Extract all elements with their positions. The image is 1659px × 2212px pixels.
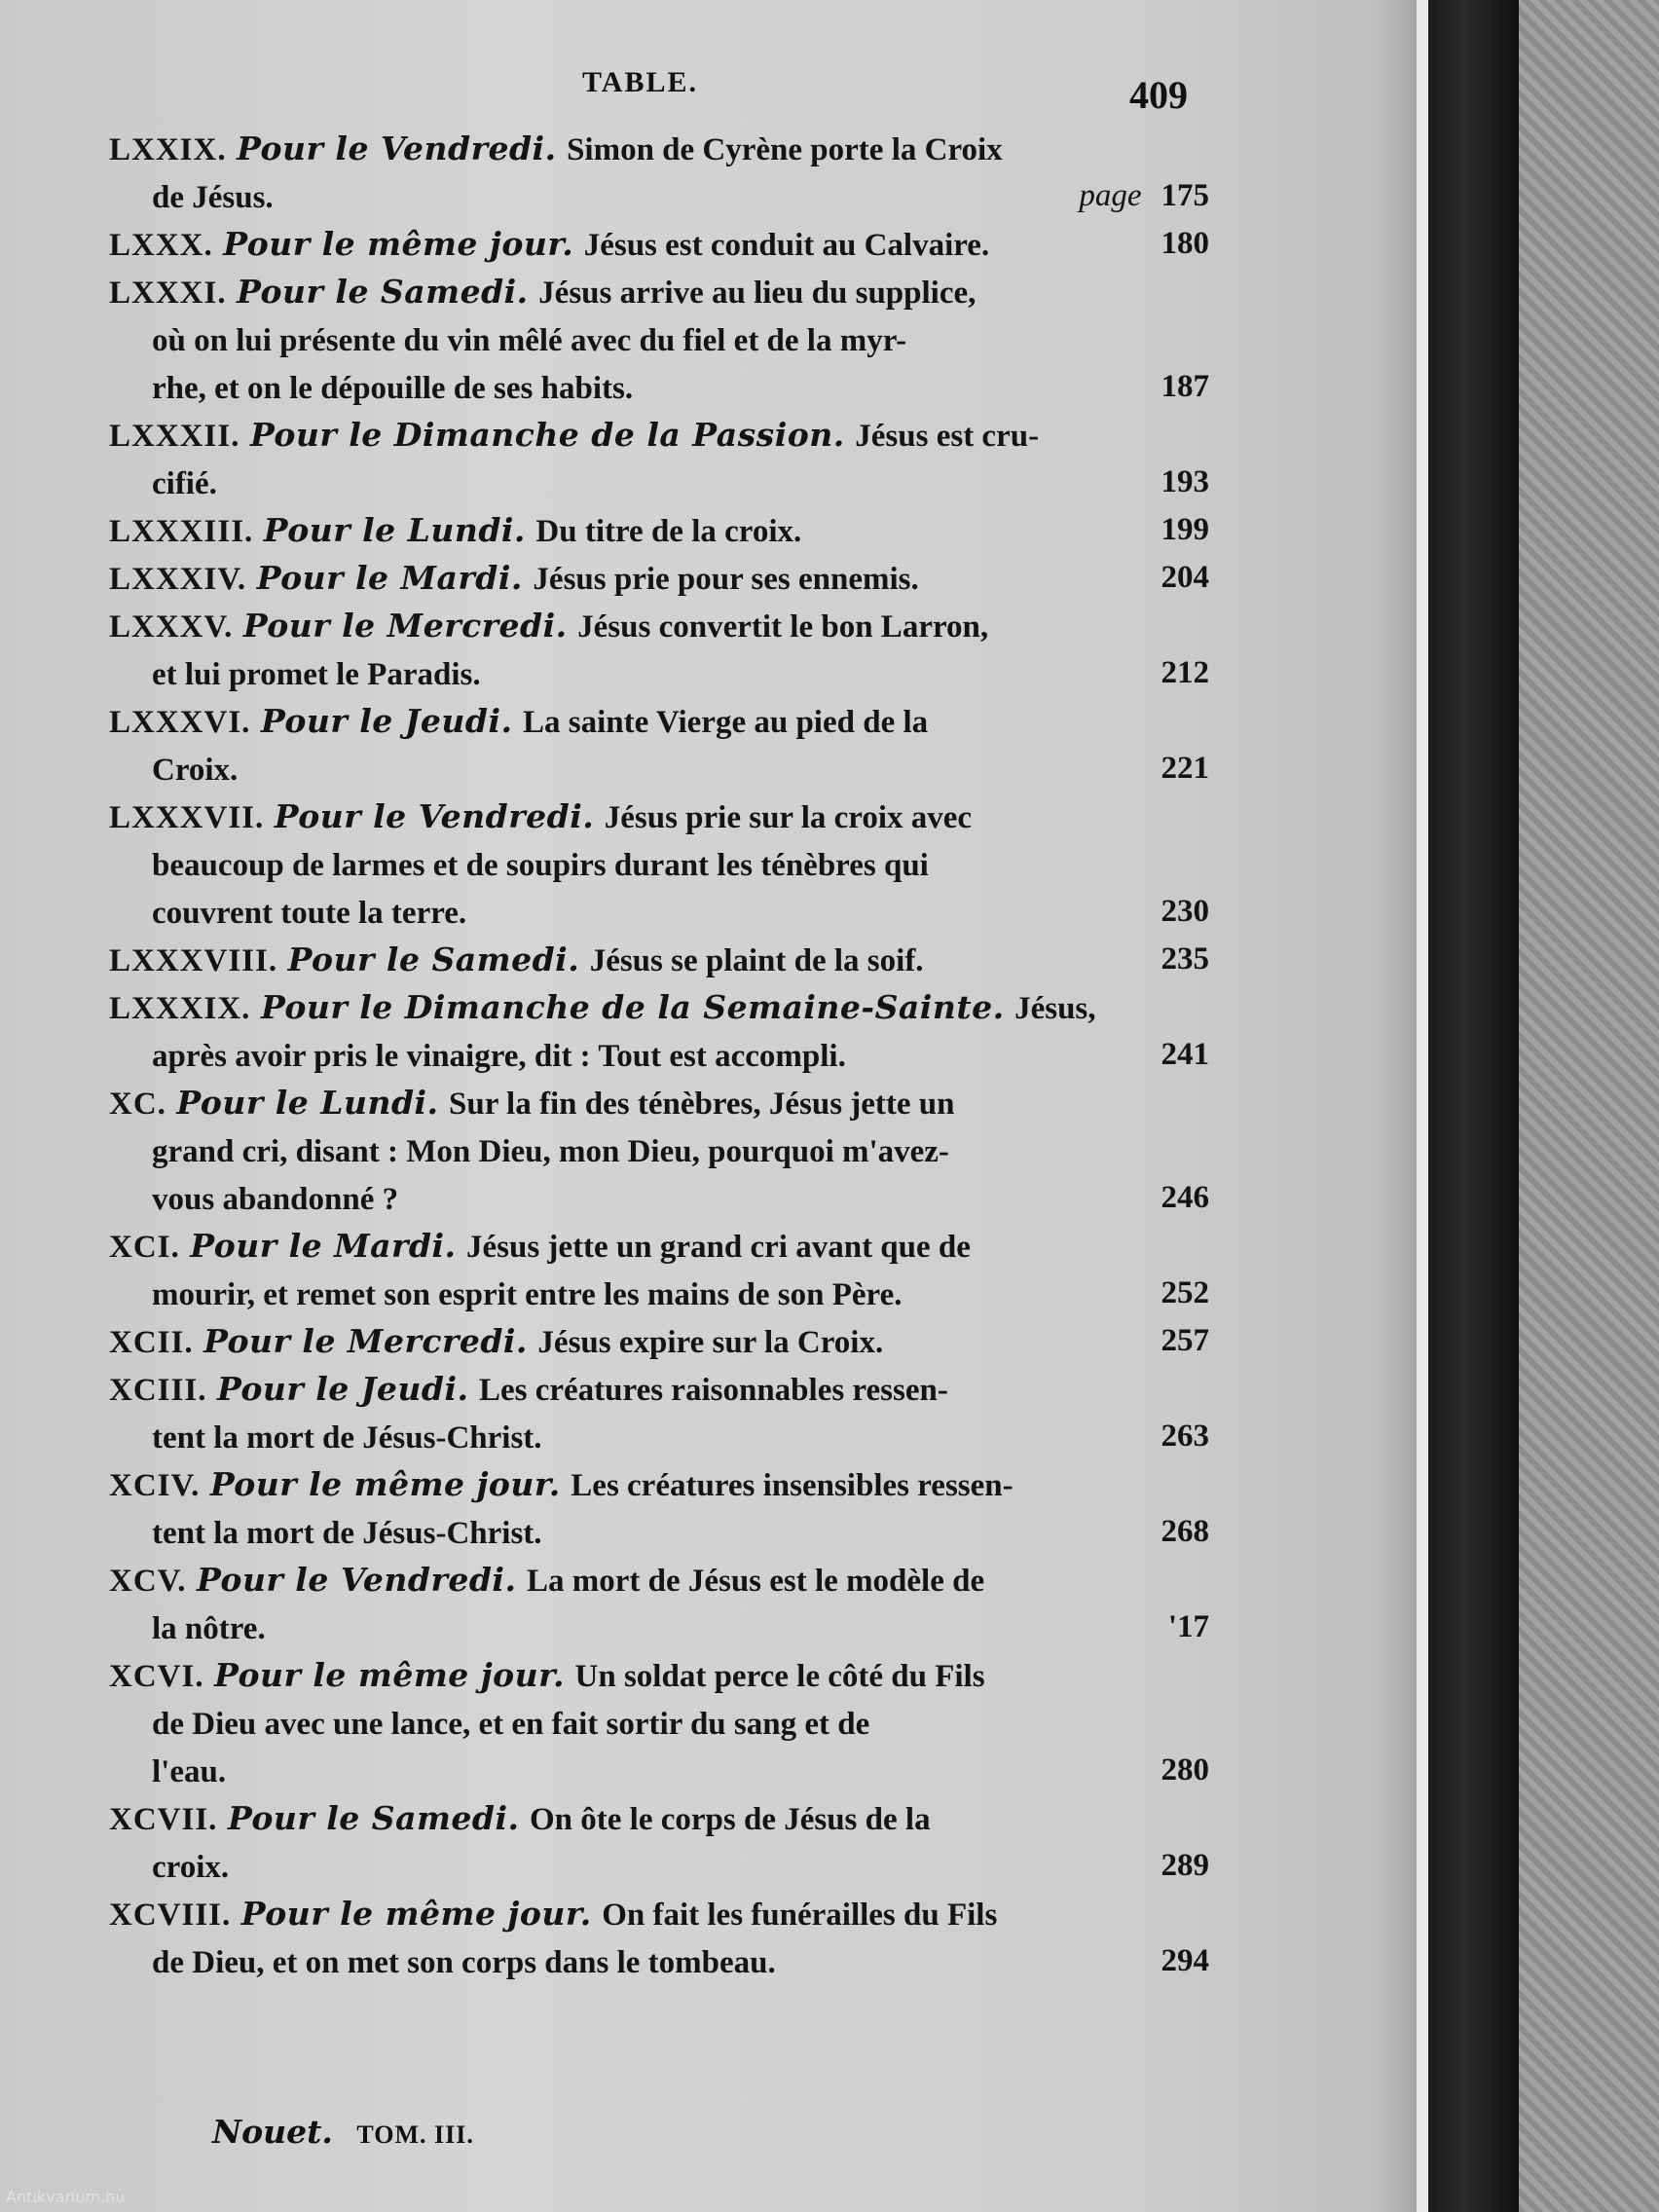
toc-entry-label: Pour le Vendredi. xyxy=(237,129,557,167)
toc-line xyxy=(109,1270,1209,1317)
toc-page-number: 294 xyxy=(1161,1943,1209,1978)
toc-entry-number: LXXXII. xyxy=(109,419,240,454)
toc-entry-label: Pour le Samedi. xyxy=(287,940,580,978)
toc-line xyxy=(109,1842,1209,1890)
toc-entry-text: Jésus expire sur la Croix. xyxy=(537,1325,884,1360)
toc-entry-label: Pour le Dimanche de la Semaine-Sainte. xyxy=(260,988,1005,1026)
toc-entry-label: Pour le même jour. xyxy=(209,1465,561,1503)
toc-entry-text: Un soldat perce le côté du Fils xyxy=(574,1659,985,1694)
toc-line xyxy=(109,1413,1209,1460)
toc-line xyxy=(109,1937,1209,1985)
toc-page-number: 263 xyxy=(1161,1419,1209,1454)
toc-entry-number: XCVII. xyxy=(109,1802,218,1837)
toc-entry-number: XCII. xyxy=(109,1325,194,1360)
toc-entry-page xyxy=(1161,936,1210,983)
toc-entry-label: Pour le Lundi. xyxy=(263,511,526,549)
toc-page-number: 193 xyxy=(1161,464,1209,499)
toc-entry-text: Jésus est conduit au Calvaire. xyxy=(583,228,990,263)
toc-entry-number: XCIII. xyxy=(109,1373,207,1408)
toc-entry xyxy=(109,1890,1209,1985)
page-edge xyxy=(1417,0,1428,2212)
toc-entry xyxy=(109,554,1209,602)
toc-entry-label: Pour le même jour. xyxy=(214,1656,566,1694)
toc-line xyxy=(109,268,1209,315)
toc-line xyxy=(109,459,1209,506)
toc-line xyxy=(109,1651,1209,1699)
toc-entry-label: Pour le Mardi. xyxy=(190,1227,457,1265)
toc-entry-page xyxy=(1168,1604,1209,1651)
table-of-contents xyxy=(109,125,1209,1985)
toc-entry-page xyxy=(1161,459,1210,506)
toc-entry-text: Jésus, xyxy=(1014,991,1096,1026)
toc-entry-text: Du titre de la croix. xyxy=(535,514,802,549)
toc-entry-number: LXXXIII. xyxy=(109,514,254,549)
toc-line xyxy=(109,697,1209,745)
page-gutter-shadow xyxy=(1378,0,1417,2212)
toc-line xyxy=(109,1747,1209,1794)
toc-entry-page xyxy=(1161,554,1210,602)
toc-page-number: 252 xyxy=(1161,1275,1209,1310)
toc-entry xyxy=(109,1317,1209,1365)
toc-line xyxy=(109,793,1209,840)
toc-entry-text: cifié. xyxy=(152,466,217,501)
toc-line xyxy=(109,1126,1209,1174)
toc-line xyxy=(109,1699,1209,1747)
toc-line xyxy=(109,649,1209,697)
toc-entry-label: Pour le même jour. xyxy=(223,225,574,263)
toc-entry-text: Jésus arrive au lieu du supplice, xyxy=(538,276,977,311)
toc-entry-label: Pour le Jeudi. xyxy=(260,702,513,740)
toc-entry-text: vous abandonné ? xyxy=(152,1182,399,1217)
toc-page-number: 280 xyxy=(1161,1752,1209,1788)
toc-entry xyxy=(109,268,1209,411)
toc-entry-text: grand cri, disant : Mon Dieu, mon Dieu, pourquoi m'avez- xyxy=(152,1134,949,1169)
toc-entry-text: La mort de Jésus est le modèle de xyxy=(526,1564,985,1599)
toc-entry xyxy=(109,1556,1209,1651)
toc-entry-number: LXXXI. xyxy=(109,276,227,311)
toc-entry-label: Pour le Vendredi. xyxy=(197,1561,517,1599)
toc-entry xyxy=(109,793,1209,936)
toc-entry-number: XCV. xyxy=(109,1564,187,1599)
toc-entry-page xyxy=(1161,1031,1210,1079)
toc-entry-text: beaucoup de larmes et de soupirs durant les ténèbres qui xyxy=(152,848,929,883)
toc-entry-number: LXXXVIII. xyxy=(109,943,278,978)
toc-entry-text: tent la mort de Jésus-Christ. xyxy=(152,1420,542,1456)
toc-page-number: 204 xyxy=(1161,560,1209,595)
toc-entry-number: LXXXVI. xyxy=(109,705,251,740)
toc-entry-text: Jésus prie pour ses ennemis. xyxy=(533,562,919,597)
toc-entry-label: Pour le Samedi. xyxy=(227,1799,520,1837)
toc-entry-text: de Jésus. xyxy=(152,180,274,215)
toc-line xyxy=(109,745,1209,793)
toc-line xyxy=(109,1556,1209,1604)
toc-entry-number: LXXX. xyxy=(109,228,213,263)
toc-page-number: 230 xyxy=(1161,894,1209,929)
toc-entry-text: et lui promet le Paradis. xyxy=(152,657,481,692)
toc-entry-text: On ôte le corps de Jésus de la xyxy=(530,1802,931,1837)
toc-line xyxy=(109,125,1209,172)
toc-entry-number: XCI. xyxy=(109,1230,180,1265)
toc-entry xyxy=(109,1365,1209,1460)
toc-entry-page xyxy=(1161,363,1210,411)
toc-entry-number: XCVI. xyxy=(109,1659,204,1694)
toc-entry-text: rhe, et on le dépouille de ses habits. xyxy=(152,371,634,406)
toc-line xyxy=(109,1508,1209,1556)
toc-line xyxy=(109,172,1209,220)
toc-entry-page xyxy=(1161,1508,1210,1556)
toc-entry-label: Pour le Samedi. xyxy=(237,273,529,311)
toc-entry-page xyxy=(1161,506,1210,554)
toc-entry xyxy=(109,1222,1209,1317)
toc-entry-label: Pour le Mercredi. xyxy=(203,1322,528,1360)
toc-line xyxy=(109,1890,1209,1937)
toc-entry-text: couvrent toute la terre. xyxy=(152,896,467,931)
toc-page-number: '17 xyxy=(1167,1609,1209,1644)
toc-page-number: 187 xyxy=(1161,369,1209,404)
toc-entry-page xyxy=(1161,1413,1210,1460)
toc-entry-number: LXXXIX. xyxy=(109,991,251,1026)
toc-entry xyxy=(109,506,1209,554)
toc-page-number: 235 xyxy=(1161,941,1209,977)
toc-line xyxy=(109,1794,1209,1842)
toc-entry-label: Pour le Vendredi. xyxy=(274,797,595,835)
toc-entry-text: de Dieu avec une lance, et en fait sortir du sang et de xyxy=(152,1707,870,1742)
toc-entry-text: de Dieu, et on met son corps dans le tombeau. xyxy=(152,1945,776,1980)
toc-entry-page xyxy=(1161,745,1210,793)
toc-line xyxy=(109,411,1209,459)
toc-entry-text: l'eau. xyxy=(152,1754,227,1789)
toc-entry-number: LXXXIV. xyxy=(109,562,247,597)
toc-entry-page xyxy=(1161,888,1210,936)
toc-entry xyxy=(109,411,1209,506)
toc-entry-label: Pour le Dimanche de la Passion. xyxy=(249,416,845,454)
toc-entry-page xyxy=(1161,1174,1210,1222)
running-head xyxy=(0,66,1402,117)
toc-entry xyxy=(109,983,1209,1079)
toc-entry-page xyxy=(1161,1270,1210,1317)
toc-page-number: 246 xyxy=(1161,1180,1209,1215)
toc-entry-text: tent la mort de Jésus-Christ. xyxy=(152,1516,542,1551)
toc-entry-text: la nôtre. xyxy=(152,1611,266,1646)
toc-entry-text: Jésus convertit le bon Larron, xyxy=(577,609,989,645)
toc-line xyxy=(109,983,1209,1031)
toc-entry-page xyxy=(1161,649,1210,697)
toc-page-prefix: page xyxy=(1079,178,1142,213)
book-spine xyxy=(1428,0,1519,2212)
toc-line xyxy=(109,315,1209,363)
toc-line xyxy=(109,363,1209,411)
toc-line xyxy=(109,602,1209,649)
toc-page-number: 221 xyxy=(1161,751,1209,786)
footer-volume: TOM. III. xyxy=(356,2120,474,2149)
toc-entry-number: LXXXV. xyxy=(109,609,234,645)
toc-entry-text: Simon de Cyrène porte la Croix xyxy=(567,132,1003,167)
toc-line xyxy=(109,506,1209,554)
toc-page-number: 257 xyxy=(1161,1323,1209,1358)
toc-page-number: 175 xyxy=(1161,178,1209,213)
toc-line xyxy=(109,554,1209,602)
page-number: 409 xyxy=(1129,73,1188,117)
toc-page-number: 199 xyxy=(1161,512,1209,547)
toc-entry xyxy=(109,220,1209,268)
footer-author: Nouet. xyxy=(212,2113,333,2151)
toc-line xyxy=(109,1365,1209,1413)
toc-page-number: 180 xyxy=(1161,226,1209,261)
toc-entry-number: XCIV. xyxy=(109,1468,201,1503)
toc-entry-text: Jésus jette un grand cri avant que de xyxy=(466,1230,971,1265)
watermark: Antikvarium.hu xyxy=(6,2188,126,2206)
toc-entry-text: mourir, et remet son esprit entre les mains de son Père. xyxy=(152,1277,903,1312)
toc-entry-text: Jésus est cru- xyxy=(855,419,1040,454)
toc-line xyxy=(109,1460,1209,1508)
toc-entry-page xyxy=(1079,172,1209,220)
toc-entry-label: Pour le Jeudi. xyxy=(216,1370,469,1408)
toc-entry-text: On fait les funérailles du Fils xyxy=(602,1898,998,1933)
toc-entry-page xyxy=(1161,1747,1210,1794)
toc-entry-text: Sur la fin des ténèbres, Jésus jette un xyxy=(449,1087,955,1122)
toc-line xyxy=(109,1174,1209,1222)
toc-line xyxy=(109,1604,1209,1651)
toc-entry xyxy=(109,936,1209,983)
toc-line xyxy=(109,1031,1209,1079)
toc-entry-text: où on lui présente du vin mêlé avec du fiel et de la myr- xyxy=(152,323,907,358)
toc-page-number: 241 xyxy=(1161,1037,1209,1072)
toc-entry-label: Pour le Mercredi. xyxy=(242,607,568,645)
toc-entry-text: Les créatures raisonnables ressen- xyxy=(478,1373,948,1408)
toc-entry-number: LXXXVII. xyxy=(109,800,265,835)
page-footer xyxy=(212,2113,474,2151)
toc-entry-text: La sainte Vierge au pied de la xyxy=(522,705,929,740)
toc-entry-number: XCVIII. xyxy=(109,1898,232,1933)
toc-line xyxy=(109,936,1209,983)
toc-entry-text: Jésus prie sur la croix avec xyxy=(604,800,973,835)
toc-entry xyxy=(109,125,1209,220)
toc-entry-label: Pour le même jour. xyxy=(240,1895,592,1933)
toc-entry xyxy=(109,1794,1209,1890)
toc-page-number: 268 xyxy=(1161,1514,1209,1549)
toc-entry-text: Croix. xyxy=(152,753,239,788)
toc-line xyxy=(109,1079,1209,1126)
toc-entry xyxy=(109,1651,1209,1794)
toc-entry xyxy=(109,1079,1209,1222)
toc-entry-page xyxy=(1161,220,1210,268)
toc-entry-number: LXXIX. xyxy=(109,132,227,167)
toc-line xyxy=(109,888,1209,936)
toc-entry-number: XC. xyxy=(109,1087,166,1122)
toc-line xyxy=(109,220,1209,268)
toc-line xyxy=(109,1317,1209,1365)
toc-entry-text: Jésus se plaint de la soif. xyxy=(589,943,924,978)
running-head-title: TABLE. xyxy=(582,66,698,98)
toc-entry-page xyxy=(1161,1937,1210,1985)
toc-entry-page xyxy=(1161,1842,1210,1890)
toc-entry-text: croix. xyxy=(152,1850,230,1885)
toc-line xyxy=(109,840,1209,888)
toc-entry-label: Pour le Lundi. xyxy=(176,1084,439,1122)
toc-entry xyxy=(109,602,1209,697)
toc-entry xyxy=(109,1460,1209,1556)
toc-entry-text: Les créatures insensibles ressen- xyxy=(571,1468,1014,1503)
toc-entry xyxy=(109,697,1209,793)
toc-entry-page xyxy=(1161,1317,1210,1365)
toc-entry-label: Pour le Mardi. xyxy=(256,559,523,597)
toc-page-number: 212 xyxy=(1161,655,1209,690)
toc-page-number: 289 xyxy=(1161,1848,1209,1883)
background-fabric xyxy=(1519,0,1659,2212)
toc-line xyxy=(109,1222,1209,1270)
toc-entry-text: après avoir pris le vinaigre, dit : Tout est accompli. xyxy=(152,1039,846,1074)
